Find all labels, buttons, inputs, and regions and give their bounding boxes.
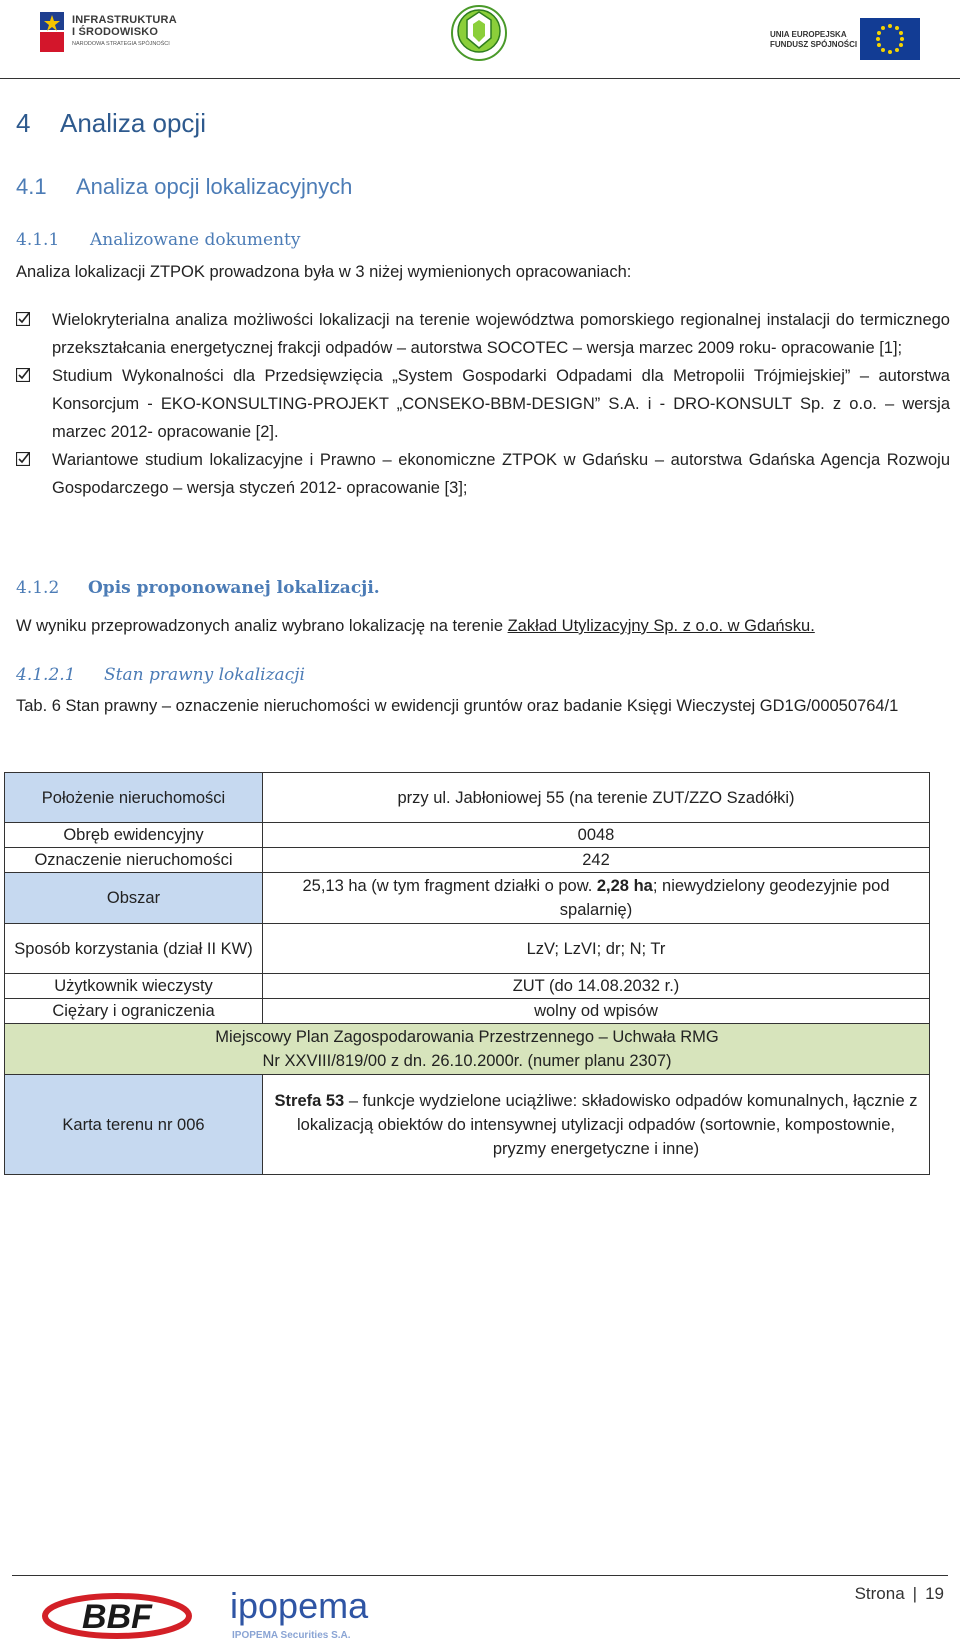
table-row — [5, 1075, 930, 1175]
table-row — [5, 924, 930, 974]
table-row — [5, 1024, 930, 1075]
table-label-cell: Oznaczenie nieruchomości — [5, 848, 263, 873]
page-header — [0, 0, 960, 79]
area-text-b: ; niewydzielony geodezyjnie pod spalarnię) — [559, 877, 890, 919]
heading-level1 — [16, 108, 206, 139]
table-row — [5, 773, 930, 823]
list-item — [16, 362, 950, 446]
heading-level4-text: Stan prawny lokalizacji — [104, 665, 305, 685]
list-item-text: Wielokryterialna analiza możliwości lokalizacji na terenie województwa pomorskiego regionalnej instalacji do termicznego przekształcania energetycznej frakcji odpadów – autorstwa SOCOTEC – wersja marzec 2009 roku- opracowanie [1]; — [52, 311, 950, 357]
zone-bold: Strefa 53 — [274, 1091, 345, 1110]
page-label: Strona — [854, 1584, 905, 1603]
poland-flag-star-icon — [38, 10, 66, 54]
table-value-cell: przy ul. Jabłoniowej 55 (na terenie ZUT/ZZO Szadółki) — [263, 773, 930, 823]
table-row — [5, 999, 930, 1024]
table-row — [5, 848, 930, 873]
area-text-bold: 2,28 ha — [596, 877, 653, 895]
intro-paragraph: Analiza lokalizacji ZTPOK prowadzona była w 3 niżej wymienionych opracowaniach: — [16, 263, 632, 281]
zut-emblem-icon — [450, 4, 508, 62]
table-label-cell: Obszar — [5, 873, 263, 924]
list-item-text: Studium Wykonalności dla Przedsięwzięcia „System Gospodarki Odpadami dla Metropolii Trójmiejskiej” – autorstwa Konsorcjum - EKO-KONSULTING-PROJEKT „CONSEKO-BBM-DESIGN” S.A. i - DRO-KONSULT Sp. z o.o. – wersja marzec 2012- opracowanie [2]. — [52, 367, 950, 441]
table-row — [5, 823, 930, 848]
infrastruktura-logo — [38, 10, 178, 56]
heading-level3 — [16, 230, 300, 250]
page-number-value: 19 — [925, 1584, 944, 1603]
table-label-cell: Położenie nieruchomości — [5, 773, 263, 823]
document-list — [16, 306, 950, 502]
checkbox-checked-icon — [16, 312, 30, 326]
legal-status-table — [4, 772, 930, 1175]
table-label-cell: Karta terenu nr 006 — [5, 1075, 263, 1175]
location-link[interactable]: Zakład Utylizacyjny Sp. z o.o. w Gdańsku. — [507, 617, 815, 635]
eu-flag-icon — [860, 18, 920, 60]
footer-divider — [12, 1575, 948, 1576]
bbf-logo-icon — [42, 1588, 192, 1640]
heading-level2-number: 4.1 — [16, 174, 47, 199]
list-item — [16, 306, 950, 362]
table-value-cell: 242 — [263, 848, 930, 873]
ipopema-logo-icon — [230, 1582, 420, 1642]
heading-desc-number: 4.1.2 — [16, 578, 60, 598]
list-item-text: Wariantowe studium lokalizacyjne i Prawno – ekonomiczne ZTPOK w Gdańsku – autorstwa Gdańska Agencja Rozwoju Gospodarczego – wersja styczeń 2012- opracowanie [3]; — [52, 451, 950, 497]
heading-desc-text: Opis proponowanej lokalizacji. — [88, 578, 380, 598]
logo-left-line2: I ŚRODOWISKO — [72, 26, 159, 38]
zone-description: – funkcje wydzielone uciążliwe: składowisko odpadów komunalnych, łącznie z lokalizacją obiektów do intensywnej utylizacji odpadów (sortownie, kompostownie, pryzmy energetyczne i inne) — [297, 1091, 918, 1158]
table-value-cell: wolny od wpisów — [263, 999, 930, 1024]
heading-level3-description — [16, 578, 380, 598]
result-prefix: W wyniku przeprowadzonych analiz wybrano lokalizację na terenie — [16, 617, 508, 635]
heading-level3-text: Analizowane dokumenty — [90, 230, 301, 250]
table-row — [5, 974, 930, 999]
table-label-cell: Ciężary i ograniczenia — [5, 999, 263, 1024]
bbf-logo — [42, 1588, 192, 1640]
plan-cell — [5, 1024, 930, 1075]
table-value-cell: ZUT (do 14.08.2032 r.) — [263, 974, 930, 999]
heading-level1-text: Analiza opcji — [60, 108, 206, 138]
heading-level1-number: 4 — [16, 108, 31, 138]
page-number: Strona | 19 — [854, 1584, 944, 1603]
table-row — [5, 873, 930, 924]
table-label-cell: Obręb ewidencyjny — [5, 823, 263, 848]
plan-line1: Miejscowy Plan Zagospodarowania Przestrzennego – Uchwała RMG — [215, 1028, 719, 1046]
table-value-cell — [263, 1075, 930, 1175]
bbf-logo-text: BBF — [82, 1598, 152, 1636]
ipopema-logo-text: ipopema — [230, 1585, 369, 1626]
logo-right-line1: UNIA EUROPEJSKA — [770, 30, 847, 39]
heading-level4 — [16, 665, 305, 685]
checkbox-checked-icon — [16, 368, 30, 382]
result-paragraph — [16, 617, 815, 636]
checkbox-checked-icon — [16, 452, 30, 466]
logo-left-line1: INFRASTRUKTURA — [72, 14, 177, 26]
ipopema-logo — [230, 1582, 420, 1642]
heading-level2 — [16, 174, 352, 200]
heading-level3-number: 4.1.1 — [16, 230, 60, 250]
heading-level2-text: Analiza opcji lokalizacyjnych — [76, 174, 353, 199]
plan-line2: Nr XXVIII/819/00 z dn. 26.10.2000r. (numer planu 2307) — [262, 1052, 672, 1070]
ipopema-logo-sub: IPOPEMA Securities S.A. — [232, 1630, 351, 1641]
table-value-cell — [263, 873, 930, 924]
table-value-cell: 0048 — [263, 823, 930, 848]
logo-right-line2: FUNDUSZ SPÓJNOŚCI — [770, 40, 858, 49]
table-label-cell: Sposób korzystania (dział II KW) — [5, 924, 263, 974]
eu-logo — [770, 18, 930, 62]
heading-level4-number: 4.1.2.1 — [16, 665, 76, 685]
table-label-cell: Użytkownik wieczysty — [5, 974, 263, 999]
area-text-a: 25,13 ha (w tym fragment działki o pow. — [302, 877, 597, 895]
list-item — [16, 446, 950, 502]
table-value-cell: LzV; LzVI; dr; N; Tr — [263, 924, 930, 974]
table-caption: Tab. 6 Stan prawny – oznaczenie nieruchomości w ewidencji gruntów oraz badanie Księgi Wieczystej GD1G/00050764/1 — [16, 697, 899, 715]
logo-left-sub: NARODOWA STRATEGIA SPÓJNOŚCI — [72, 41, 170, 47]
